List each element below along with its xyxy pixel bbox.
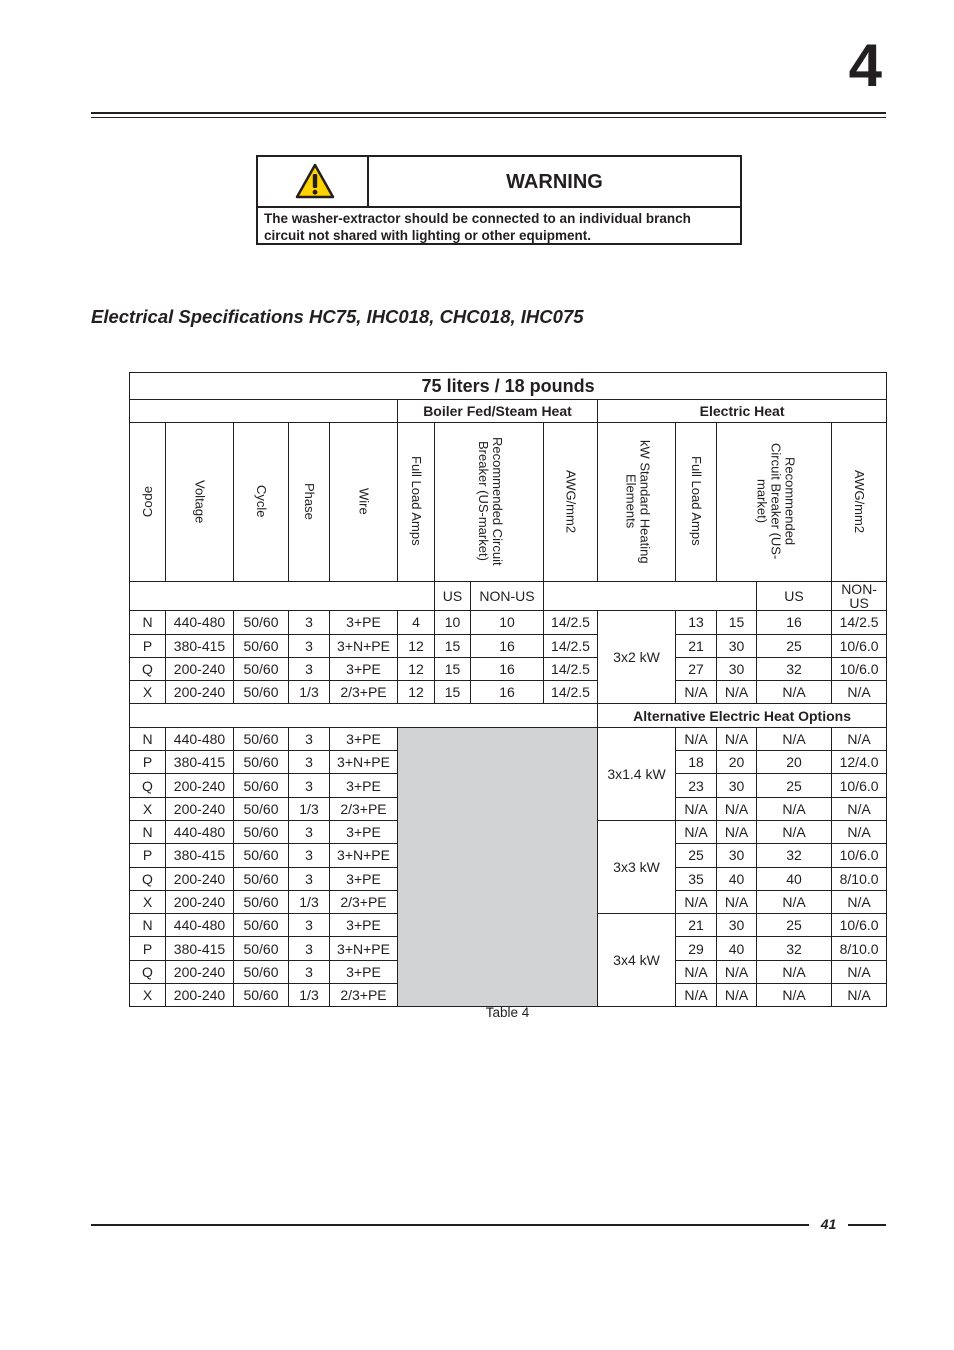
table-caption: Table 4 bbox=[485, 1005, 530, 1020]
warning-triangle-icon bbox=[295, 163, 335, 199]
table-title: 75 liters / 18 pounds bbox=[130, 373, 887, 400]
table-cell: 3+PE bbox=[330, 960, 398, 983]
page-number: 41 bbox=[820, 1216, 837, 1232]
table-cell: N/A bbox=[676, 960, 717, 983]
alt-options-header-row bbox=[130, 704, 887, 727]
table-cell: 10/6.0 bbox=[832, 844, 887, 867]
sub-non-us: NON-US bbox=[471, 582, 544, 611]
table-cell: 200-240 bbox=[166, 797, 234, 820]
table-cell: 10/6.0 bbox=[832, 774, 887, 797]
table-cell: 3+PE bbox=[330, 611, 398, 634]
table-cell: N/A bbox=[717, 984, 757, 1007]
table-cell: 8/10.0 bbox=[832, 937, 887, 960]
footer-rule bbox=[91, 1224, 809, 1226]
table-cell: 3 bbox=[289, 657, 330, 680]
table-cell: 3 bbox=[289, 867, 330, 890]
table-cell: 50/60 bbox=[234, 657, 289, 680]
table-cell: 16 bbox=[757, 611, 832, 634]
table-cell: N/A bbox=[717, 727, 757, 750]
table-cell: 15 bbox=[435, 657, 471, 680]
alt-spacer bbox=[130, 704, 598, 727]
table-cell: 3+PE bbox=[330, 867, 398, 890]
table-cell: 50/60 bbox=[234, 681, 289, 704]
table-cell: N/A bbox=[757, 727, 832, 750]
header-code: Code bbox=[130, 423, 166, 582]
table-cell: N/A bbox=[717, 681, 757, 704]
table-cell: 3+N+PE bbox=[330, 634, 398, 657]
table-cell: 25 bbox=[757, 634, 832, 657]
table-cell: 30 bbox=[717, 657, 757, 680]
table-cell: 380-415 bbox=[166, 844, 234, 867]
table-cell: 14/2.5 bbox=[544, 657, 598, 680]
table-cell: 21 bbox=[676, 634, 717, 657]
chapter-number: 4 bbox=[848, 32, 882, 99]
table-cell: X bbox=[130, 797, 166, 820]
table-cell: 50/60 bbox=[234, 820, 289, 843]
table-cell: 32 bbox=[757, 657, 832, 680]
header-full-load-amps: Full Load Amps bbox=[398, 423, 435, 582]
table-cell: N/A bbox=[832, 681, 887, 704]
kw-option-cell: 3x1.4 kW bbox=[598, 727, 676, 820]
header-rec-breaker-electric: Recommended Circuit Breaker (US-market) bbox=[717, 423, 832, 582]
table-cell: 3 bbox=[289, 751, 330, 774]
table-cell: 3 bbox=[289, 774, 330, 797]
table-cell: 3 bbox=[289, 634, 330, 657]
table-cell: 25 bbox=[757, 914, 832, 937]
table-cell: Q bbox=[130, 774, 166, 797]
alt-options-title: Alternative Electric Heat Options bbox=[598, 704, 887, 727]
table-cell: 14/2.5 bbox=[832, 611, 887, 634]
table-cell: 3+N+PE bbox=[330, 751, 398, 774]
table-cell: N/A bbox=[676, 984, 717, 1007]
header-full-load-amps-electric: Full Load Amps bbox=[676, 423, 717, 582]
table-cell: 440-480 bbox=[166, 914, 234, 937]
electrical-spec-table bbox=[129, 372, 887, 1007]
table-cell: 50/60 bbox=[234, 844, 289, 867]
table-cell: 4 bbox=[398, 611, 435, 634]
table-cell: 3+PE bbox=[330, 820, 398, 843]
table-cell: P bbox=[130, 751, 166, 774]
table-cell: 50/60 bbox=[234, 727, 289, 750]
table-cell: 18 bbox=[676, 751, 717, 774]
table-cell: N/A bbox=[717, 797, 757, 820]
table-cell: N/A bbox=[832, 820, 887, 843]
table-cell: N/A bbox=[832, 727, 887, 750]
table-cell: 2/3+PE bbox=[330, 890, 398, 913]
table-cell: P bbox=[130, 634, 166, 657]
header-awg-electric: AWG/mm2 bbox=[832, 423, 887, 582]
table-cell: 1/3 bbox=[289, 797, 330, 820]
table-cell: 30 bbox=[717, 914, 757, 937]
table-row bbox=[130, 681, 887, 704]
table-cell: N/A bbox=[676, 820, 717, 843]
table-row bbox=[130, 611, 887, 634]
group-boiler-header: Boiler Fed/Steam Heat bbox=[398, 400, 598, 423]
table-cell: 30 bbox=[717, 774, 757, 797]
table-cell: 50/60 bbox=[234, 984, 289, 1007]
table-cell: N/A bbox=[717, 890, 757, 913]
table-cell: 40 bbox=[717, 937, 757, 960]
table-cell: 15 bbox=[435, 681, 471, 704]
header-rec-breaker-boiler: Recommended Circuit Breaker (US-market) bbox=[435, 423, 544, 582]
table-cell: 29 bbox=[676, 937, 717, 960]
header-awg: AWG/mm2 bbox=[544, 423, 598, 582]
table-row bbox=[130, 727, 887, 750]
table-cell: 1/3 bbox=[289, 681, 330, 704]
table-cell: 10 bbox=[471, 611, 544, 634]
table-cell: 3 bbox=[289, 914, 330, 937]
table-cell: X bbox=[130, 984, 166, 1007]
table-cell: 50/60 bbox=[234, 890, 289, 913]
header-phase: Phase bbox=[289, 423, 330, 582]
table-cell: 25 bbox=[676, 844, 717, 867]
table-cell: 3+N+PE bbox=[330, 844, 398, 867]
table-cell: 30 bbox=[717, 634, 757, 657]
table-cell: 25 bbox=[757, 774, 832, 797]
boiler-na-shaded-area bbox=[398, 727, 598, 1007]
table-cell: 2/3+PE bbox=[330, 984, 398, 1007]
table-cell: N/A bbox=[717, 960, 757, 983]
table-cell: N/A bbox=[832, 960, 887, 983]
table-cell: N bbox=[130, 611, 166, 634]
table-cell: Q bbox=[130, 960, 166, 983]
table-cell: 40 bbox=[717, 867, 757, 890]
table-cell: 50/60 bbox=[234, 751, 289, 774]
table-cell: N/A bbox=[757, 820, 832, 843]
table-cell: N/A bbox=[757, 681, 832, 704]
table-cell: 200-240 bbox=[166, 984, 234, 1007]
group-spacer bbox=[130, 400, 398, 423]
table-cell: 200-240 bbox=[166, 960, 234, 983]
table-cell: 3+N+PE bbox=[330, 937, 398, 960]
table-cell: P bbox=[130, 937, 166, 960]
table-cell: 380-415 bbox=[166, 751, 234, 774]
table-cell: N/A bbox=[676, 681, 717, 704]
table-cell: 10/6.0 bbox=[832, 657, 887, 680]
sub-spacer bbox=[544, 582, 757, 611]
table-cell: N/A bbox=[757, 960, 832, 983]
table-cell: 8/10.0 bbox=[832, 867, 887, 890]
table-cell: 200-240 bbox=[166, 890, 234, 913]
table-cell: 50/60 bbox=[234, 914, 289, 937]
table-cell: 380-415 bbox=[166, 634, 234, 657]
table-cell: 16 bbox=[471, 657, 544, 680]
sub-spacer bbox=[130, 582, 435, 611]
table-cell: 20 bbox=[717, 751, 757, 774]
table-cell: 3+PE bbox=[330, 727, 398, 750]
table-cell: 50/60 bbox=[234, 797, 289, 820]
table-cell: 50/60 bbox=[234, 611, 289, 634]
table-cell: N/A bbox=[832, 797, 887, 820]
table-cell: N/A bbox=[757, 984, 832, 1007]
header-rule-thin bbox=[91, 117, 886, 118]
table-cell: P bbox=[130, 844, 166, 867]
warning-divider bbox=[258, 206, 740, 208]
table-cell: 10/6.0 bbox=[832, 914, 887, 937]
table-cell: N/A bbox=[832, 984, 887, 1007]
table-cell: 12 bbox=[398, 657, 435, 680]
table-cell: 440-480 bbox=[166, 727, 234, 750]
table-cell: N/A bbox=[717, 820, 757, 843]
table-cell: 3+PE bbox=[330, 657, 398, 680]
table-cell: N/A bbox=[757, 797, 832, 820]
table-cell: 3 bbox=[289, 844, 330, 867]
table-cell: N/A bbox=[676, 797, 717, 820]
table-cell: 13 bbox=[676, 611, 717, 634]
warning-message: The washer-extractor should be connected to an individual branch circuit not shared with lighting or other equipment. bbox=[264, 211, 691, 243]
section-title: Electrical Specifications HC75, IHC018, CHC018, IHC075 bbox=[91, 306, 584, 327]
table-cell: 1/3 bbox=[289, 984, 330, 1007]
table-cell: 21 bbox=[676, 914, 717, 937]
table-cell: 440-480 bbox=[166, 820, 234, 843]
table-cell: 200-240 bbox=[166, 867, 234, 890]
table-cell: 40 bbox=[757, 867, 832, 890]
table-cell: X bbox=[130, 681, 166, 704]
table-cell: 35 bbox=[676, 867, 717, 890]
table-cell: Q bbox=[130, 657, 166, 680]
table-cell: 23 bbox=[676, 774, 717, 797]
table-cell: N bbox=[130, 820, 166, 843]
table-cell: N/A bbox=[676, 890, 717, 913]
table-cell: 27 bbox=[676, 657, 717, 680]
table-cell: N/A bbox=[832, 890, 887, 913]
table-cell: 16 bbox=[471, 634, 544, 657]
footer-rule-right bbox=[848, 1224, 886, 1226]
table-cell: 50/60 bbox=[234, 774, 289, 797]
table-cell: 3 bbox=[289, 727, 330, 750]
table-cell: 32 bbox=[757, 937, 832, 960]
header-rule bbox=[91, 112, 886, 114]
table-cell: 440-480 bbox=[166, 611, 234, 634]
table-cell: 14/2.5 bbox=[544, 634, 598, 657]
table-cell: 30 bbox=[717, 844, 757, 867]
table-cell: 10 bbox=[435, 611, 471, 634]
table-cell: 3 bbox=[289, 937, 330, 960]
warning-box bbox=[256, 155, 742, 245]
kw-option-cell: 3x3 kW bbox=[598, 820, 676, 913]
table-cell: 2/3+PE bbox=[330, 681, 398, 704]
table-cell: 12 bbox=[398, 681, 435, 704]
sub-us: US bbox=[757, 582, 832, 611]
table-cell: 3 bbox=[289, 960, 330, 983]
table-cell: N/A bbox=[676, 727, 717, 750]
header-kw-standard: kW Standard Heating Elements bbox=[598, 423, 676, 582]
table-cell: X bbox=[130, 890, 166, 913]
header-cycle: Cycle bbox=[234, 423, 289, 582]
sub-us: US bbox=[435, 582, 471, 611]
table-cell: 10/6.0 bbox=[832, 634, 887, 657]
table-cell: 3+PE bbox=[330, 774, 398, 797]
table-cell: 200-240 bbox=[166, 774, 234, 797]
kw-standard-cell: 3x2 kW bbox=[598, 611, 676, 704]
table-cell: 12/4.0 bbox=[832, 751, 887, 774]
table-cell: N bbox=[130, 727, 166, 750]
kw-option-cell: 3x4 kW bbox=[598, 914, 676, 1007]
table-cell: 3 bbox=[289, 820, 330, 843]
table-cell: N/A bbox=[757, 890, 832, 913]
table-cell: 20 bbox=[757, 751, 832, 774]
table-cell: 50/60 bbox=[234, 960, 289, 983]
table-cell: 14/2.5 bbox=[544, 611, 598, 634]
table-cell: 380-415 bbox=[166, 937, 234, 960]
table-cell: 12 bbox=[398, 634, 435, 657]
table-cell: 15 bbox=[435, 634, 471, 657]
group-electric-header: Electric Heat bbox=[598, 400, 887, 423]
warning-icon-cell bbox=[258, 157, 369, 207]
table-cell: 3+PE bbox=[330, 914, 398, 937]
table-cell: 16 bbox=[471, 681, 544, 704]
table-cell: Q bbox=[130, 867, 166, 890]
table-row bbox=[130, 634, 887, 657]
table-cell: 15 bbox=[717, 611, 757, 634]
table-cell: 1/3 bbox=[289, 890, 330, 913]
table-cell: 200-240 bbox=[166, 657, 234, 680]
table-cell: 3 bbox=[289, 611, 330, 634]
table-cell: 50/60 bbox=[234, 634, 289, 657]
table-row bbox=[130, 657, 887, 680]
table-cell: N bbox=[130, 914, 166, 937]
header-wire: Wire bbox=[330, 423, 398, 582]
table-cell: 200-240 bbox=[166, 681, 234, 704]
warning-title: WARNING bbox=[506, 171, 603, 193]
table-cell: 32 bbox=[757, 844, 832, 867]
table-cell: 2/3+PE bbox=[330, 797, 398, 820]
header-voltage: Voltage bbox=[166, 423, 234, 582]
table-cell: 50/60 bbox=[234, 937, 289, 960]
table-cell: 14/2.5 bbox=[544, 681, 598, 704]
sub-non-us: NON-US bbox=[832, 582, 887, 611]
table-cell: 50/60 bbox=[234, 867, 289, 890]
